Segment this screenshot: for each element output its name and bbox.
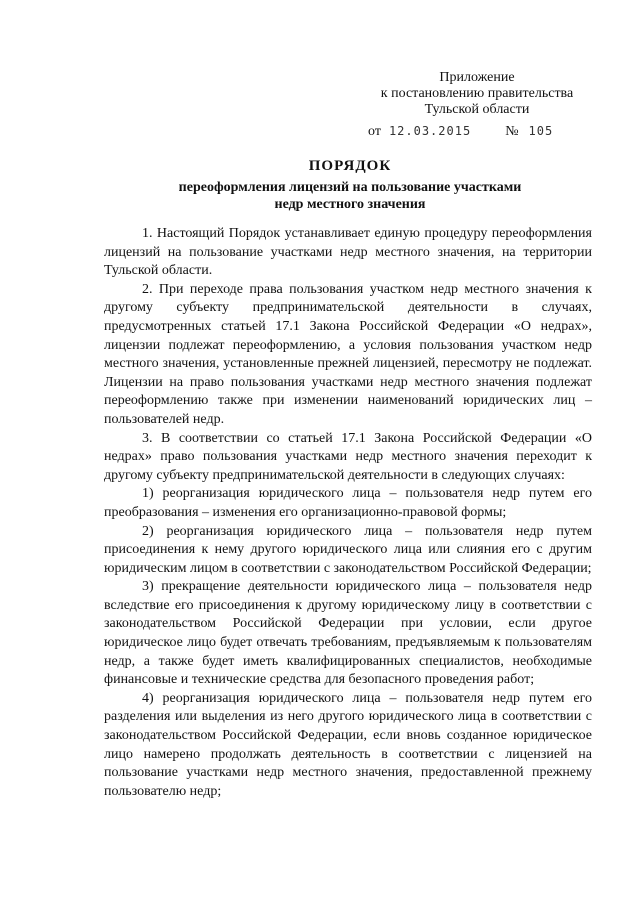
paragraph: 2. При переходе права пользования участком недр местного значения к другому субъекту предпринимательской деятельности в случаях, предусмотренных статьей 17.1 Закона Российской Федерации «О недрах», лицензии подлежат переоформлению, а условия пользования участком недр местного значения, установленные прежней лицензией, пересмотру не подлежат. Лицензии на право пользования участками недр местного значения подлежат переоформлению также при изменении наименований юридических лиц – пользователей недр.: [104, 281, 592, 427]
from-label: от: [368, 124, 381, 139]
document-body: [104, 225, 592, 801]
number-label: №: [505, 124, 519, 139]
order-date: 12.03.2015: [388, 124, 472, 138]
order-number: 105: [528, 124, 554, 138]
appendix-line-1: Приложение: [439, 70, 515, 85]
document-title: [100, 158, 600, 213]
paragraph: 3) прекращение деятельности юридического лица – пользователя недр вследствие его присоединения к другому юридическому лицу в соответствии с законодательством Российской Федерации при условии, если другое юридическое лицо будет отвечать требованиям, предъявляемым к пользователям недр, а также будет иметь квалифицированных специалистов, необходимые финансовые и технические средства для безопасного проведения работ;: [104, 579, 592, 688]
title-main: ПОРЯДОК: [308, 158, 392, 174]
paragraph: 1) реорганизация юридического лица – пользователя недр путем его преобразования – изменения его организационно-правовой формы;: [104, 486, 592, 520]
title-line-2: переоформления лицензий на пользование участками: [178, 180, 522, 195]
order-date-number: [368, 122, 598, 141]
paragraph: 4) реорганизация юридического лица – пользователя недр путем его разделения или выделения из него другого юридического лица в соответствии с законодательством Российской Федерации, если вновь созданное юридическое лицо намерено продолжать деятельность в соответствии с лицензией на пользование участками недр местного значения, предоставленной прежнему пользователю недр;: [104, 690, 592, 799]
appendix-header: [372, 70, 582, 118]
title-line-3: недр местного значения: [274, 197, 426, 212]
paragraph: 3. В соответствии со статьей 17.1 Закона Российской Федерации «О недрах» право пользования участками недр местного значения переходит к другому субъекту предпринимательской деятельности в следующих случаях:: [104, 430, 592, 483]
paragraph: 2) реорганизация юридического лица – пользователя недр путем присоединения к нему другого юридического лица или слияния его с другим юридическим лицом в соответствии с законодательством Российской Федерации;: [104, 523, 592, 576]
appendix-line-3: Тульской области: [424, 102, 530, 117]
appendix-line-2: к постановлению правительства: [380, 86, 574, 101]
paragraph: 1. Настоящий Порядок устанавливает единую процедуру переоформления лицензий на пользование участками недр местного значения, на территории Тульской области.: [104, 226, 592, 279]
